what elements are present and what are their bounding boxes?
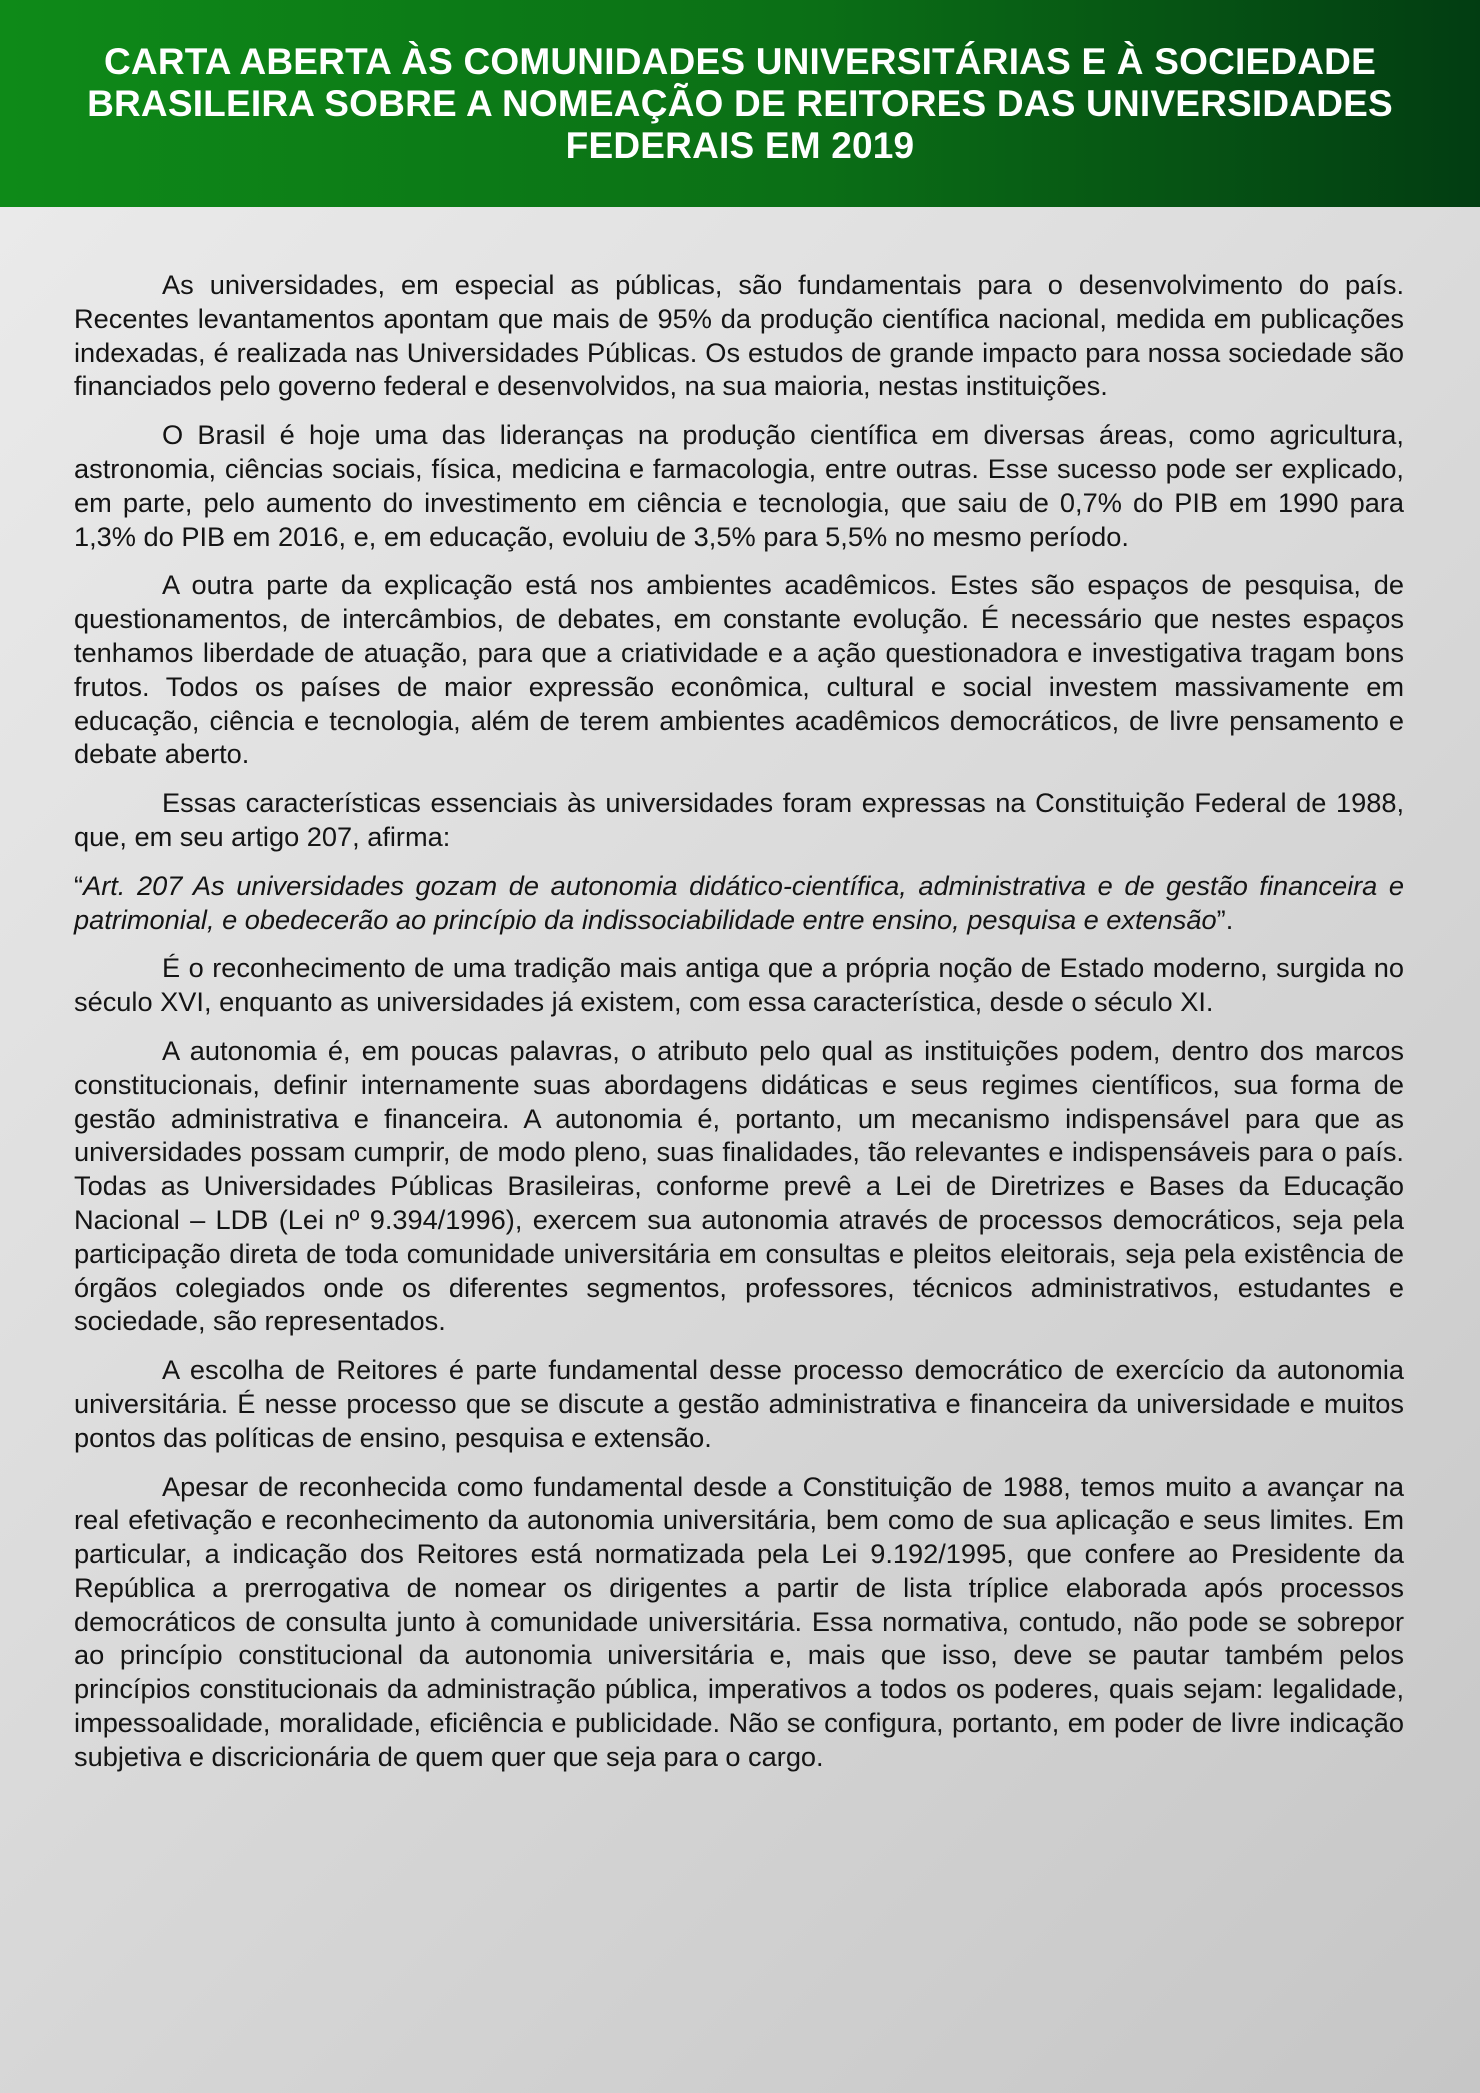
paragraph-2: O Brasil é hoje uma das lideranças na produção científica em diversas áreas, como agricultura, astronomia, ciências sociais, física, medicina e farmacologia, entre outras. Esse sucesso pode ser explicado, em parte, pelo aumento do investimento em ciência e tecnologia, que saiu de 0,7% do PIB em 1990 para 1,3% do PIB em 2016, e, em educação, evoluiu de 3,5% para 5,5% no mesmo período.	[74, 419, 1404, 552]
page-title: CARTA ABERTA ÀS COMUNIDADES UNIVERSITÁRIAS E À SOCIEDADE BRASILEIRA SOBRE A NOMEAÇÃO DE REITORES DAS UNIVERSIDADES FEDERAIS EM 2019	[87, 40, 1393, 166]
paragraph-4: Essas características essenciais às universidades foram expressas na Constituição Federal de 1988, que, em seu artigo 207, afirma:	[74, 787, 1404, 852]
quote-open-mark: “	[74, 869, 84, 901]
letter-body	[74, 268, 1404, 1789]
quote-close-mark: ”.	[1216, 903, 1234, 935]
paragraph-6: A autonomia é, em poucas palavras, o atributo pelo qual as instituições podem, dentro dos marcos constitucionais, definir internamente suas abordagens didáticas e seus regimes científicos, sua forma de gestão administrativa e financeira. A autonomia é, portanto, um mecanismo indispensável para que as universidades possam cumprir, de modo pleno, suas finalidades, tão relevantes e indispensáveis para o país. Todas as Universidades Públicas Brasileiras, conforme prevê a Lei de Diretrizes e Bases da Educação Nacional – LDB (Lei nº 9.394/1996), exercem sua autonomia através de processos democráticos, seja pela participação direta de toda comunidade universitária em consultas e pleitos eleitorais, seja pela existência de órgãos colegiados onde os diferentes segmentos, professores, técnicos administrativos, estudantes e sociedade, são representados.	[74, 1034, 1404, 1337]
paragraph-5: É o reconhecimento de uma tradição mais antiga que a própria noção de Estado moderno, surgida no século XVI, enquanto as universidades já existem, com essa característica, desde o século XI.	[74, 952, 1404, 1018]
paragraph-7: A escolha de Reitores é parte fundamental desse processo democrático de exercício da autonomia universitária. É nesse processo que se discute a gestão administrativa e financeira da universidade e muitos pontos das políticas de ensino, pesquisa e extensão.	[74, 1354, 1404, 1453]
quote-text: Art. 207 As universidades gozam de autonomia didático-científica, administrativa e de gestão financeira e patrimonial, e obedecerão ao princípio da indissociabilidade entre ensino, pesquisa e extensão	[74, 869, 1404, 935]
paragraph-1: As universidades, em especial as públicas, são fundamentais para o desenvolvimento do país. Recentes levantamentos apontam que mais de 95% da produção científica nacional, medida em publicações indexadas, é realizada nas Universidades Públicas. Os estudos de grande impacto para nossa sociedade são financiados pelo governo federal e desenvolvidos, na sua maioria, nestas instituições.	[74, 269, 1404, 402]
header-banner	[0, 0, 1480, 207]
paragraph-8: Apesar de reconhecida como fundamental desde a Constituição de 1988, temos muito a avançar na real efetivação e reconhecimento da autonomia universitária, bem como de sua aplicação e seus limites. Em particular, a indicação dos Reitores está normatizada pela Lei 9.192/1995, que confere ao Presidente da República a prerrogativa de nomear os dirigentes a partir de lista tríplice elaborada após processos democráticos de consulta junto à comunidade universitária. Essa normativa, contudo, não pode se sobrepor ao princípio constitucional da autonomia universitária e, mais que isso, deve se pautar também pelos princípios constitucionais da administração pública, imperativos a todos os poderes, quais sejam: legalidade, impessoalidade, moralidade, eficiência e publicidade. Não se configura, portanto, em poder de livre indicação subjetiva e discricionária de quem quer que seja para o cargo.	[74, 1470, 1404, 1772]
constitution-quote	[74, 869, 1404, 937]
paragraph-3: A outra parte da explicação está nos ambientes acadêmicos. Estes são espaços de pesquisa, de questionamentos, de intercâmbios, de debates, em constante evolução. É necessário que nestes espaços tenhamos liberdade de atuação, para que a criatividade e a ação questionadora e investigativa tragam bons frutos. Todos os países de maior expressão econômica, cultural e social investem massivamente em educação, ciência e tecnologia, além de terem ambientes acadêmicos democráticos, de livre pensamento e debate aberto.	[74, 569, 1404, 770]
